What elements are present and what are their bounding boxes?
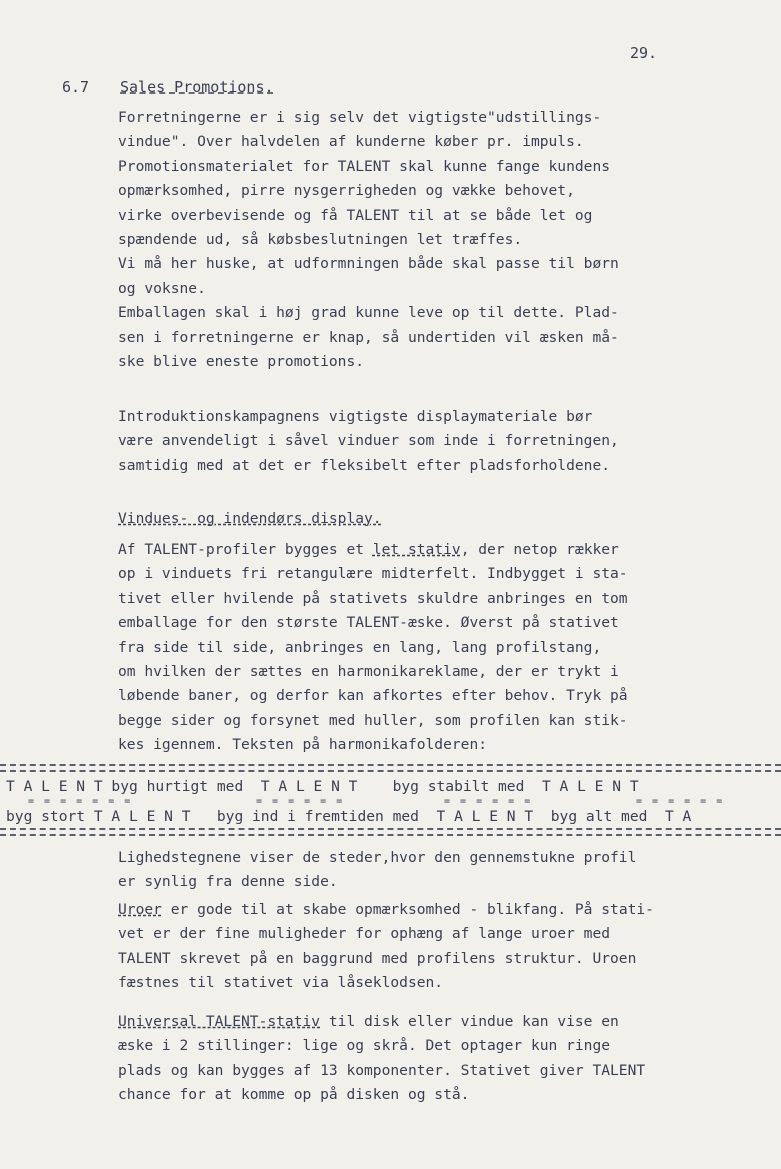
text-line: kes igennem. Teksten på harmonikafolderen: [118,736,488,754]
text-line: Lighedstegnene viser de steder,hvor den gennemstukne profil [118,849,637,866]
text-line: opmærksomhed, pirre nysgerrigheden og vække behovet, [118,182,575,200]
section-title: Sales Promotions. [120,78,274,96]
text-line: emballage for den største TALENT-æske. Øverst på stativet [118,614,619,632]
paragraph-universal-stand [118,1010,645,1108]
text-fragment: til disk eller vindue kan vise en [320,1013,619,1030]
text-line: begge sider og forsynet med huller, som profilen kan stik- [118,711,628,729]
text-line: er synlig fra denne side. [118,873,338,891]
text-line: om hvilken der sættes en harmonikareklame, der er trykt i [118,662,619,680]
text-line: Vi må her huske, at udformningen både skal passe til børn [118,255,619,273]
text-line: chance for at komme op på disken og stå. [118,1086,470,1104]
text-line: vet er der fine muligheder for ophæng af lange uroer med [118,925,611,943]
text-line: æske i 2 stillinger: lige og skrå. Det optager kun ringe [118,1037,611,1055]
text-line: samtidig med at det er fleksibelt efter pladsforholdene. [118,456,611,474]
text-line: spændende ud, så købsbeslutningen let træffes. [118,230,523,248]
equals-marks: = = = = = = = [28,796,133,807]
section-number: 6.7 [62,78,90,96]
text-line: fra side til side, anbringes en lang, lang profilstang, [118,638,602,656]
text-line: fæstnes til stativet via låseklodsen. [118,974,444,992]
equals-marks: = = = = = = [636,796,725,807]
text-line [118,1010,645,1034]
text-line [118,898,654,922]
divider [0,828,781,830]
divider [0,834,781,836]
text-fragment: , der netop rækker [460,541,619,558]
text-line: ske blive eneste promotions. [118,352,365,370]
text-line: tivet eller hvilende på stativets skuldre anbringes en tom [118,589,628,607]
divider [0,770,781,772]
text-line: vindue". Over halvdelen af kunderne køber pr. impuls. [118,133,584,151]
subheading-display: Vindues- og indendørs display. [118,510,382,527]
harmonika-banner [0,760,781,840]
underlined-term: Uroer [118,901,162,918]
equals-marks: = = = = = = [444,796,533,807]
banner-line-1: T A L E N T byg hurtigt med T A L E N T byg stabilt med T A L E N T [6,778,639,795]
equals-marks: = = = = = = [256,796,345,807]
text-line: løbende baner, og derfor kan afkortes efter behov. Tryk på [118,687,628,705]
text-line: sen i forretningerne er knap, så undertiden vil æsken må- [118,328,619,346]
text-line: op i vinduets fri retangulære midterfelt. Indbygget i sta- [118,565,628,583]
underlined-term: Universal TALENT-stativ [118,1013,321,1030]
paragraph-intro [118,106,619,374]
text-line: Introduktionskampagnens vigtigste displaymateriale bør [118,408,593,425]
divider [0,764,781,766]
text-line: Emballagen skal i høj grad kunne leve op til dette. Plad- [118,304,619,322]
text-line [118,538,628,562]
text-line: TALENT skrevet på en baggrund med profilens struktur. Uroen [118,949,637,967]
text-fragment: Af TALENT-profiler bygges et [118,541,373,558]
paragraph-equals-note [118,846,636,895]
text-line: virke overbevisende og få TALENT til at se både let og [118,206,593,224]
text-line: Promotionsmaterialet for TALENT skal kunne fange kundens [118,157,611,175]
text-line: Forretningerne er i sig selv det vigtigste"udstillings- [118,109,602,126]
paragraph-uroer [118,898,654,996]
text-line: og voksne. [118,279,206,297]
text-fragment: er gode til at skabe opmærksomhed - blikfang. På stati- [161,901,654,918]
paragraph-stand [118,538,628,758]
page-number: 29. [630,44,658,62]
text-line: være anvendeligt i såvel vinduer som inde i forretningen, [118,432,619,450]
banner-line-2: byg stort T A L E N T byg ind i fremtiden med T A L E N T byg alt med T A [6,808,692,825]
underlined-term: let stativ [372,541,461,558]
paragraph-campaign [118,405,619,478]
text-line: plads og kan bygges af 13 komponenter. Stativet giver TALENT [118,1061,646,1079]
